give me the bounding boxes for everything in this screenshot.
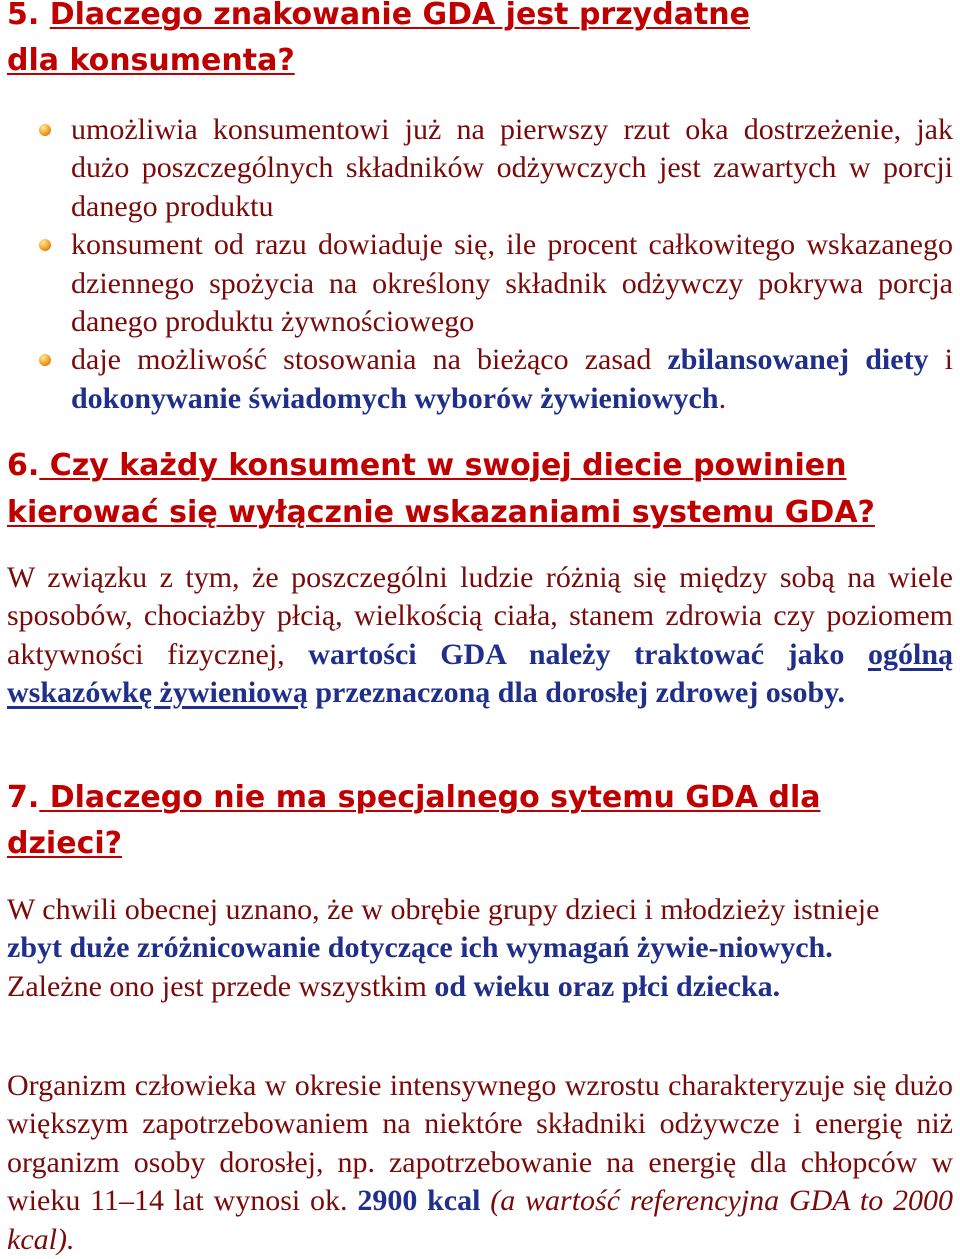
section-7-paragraph-1 bbox=[7, 891, 887, 1006]
section-5-bullet-list bbox=[0, 111, 960, 418]
bullet-icon bbox=[39, 239, 51, 251]
section-7-paragraph-2 bbox=[7, 1067, 953, 1259]
section-7-title-line1: Dlaczego nie ma specjalnego sytemu GDA dla bbox=[39, 780, 821, 815]
bullet-icon bbox=[39, 124, 51, 136]
section-7-title-line2: dzieci? bbox=[7, 826, 123, 861]
section-6-para-bold-1: wartości GDA należy traktować jako bbox=[308, 637, 868, 671]
bullet-2-text: konsument od razu dowiaduje się, ile procent całkowitego wskazanego dziennego spożycia na określony składnik odżywczy pokrywa porcja danego produktu żywnościowego bbox=[71, 228, 953, 339]
section-6-heading-line2 bbox=[7, 490, 875, 536]
bullet-3-text-before: daje możliwość stosowania na bieżąco zasad bbox=[71, 343, 668, 377]
list-item bbox=[0, 111, 960, 226]
section-7-heading bbox=[7, 775, 821, 821]
section-7-heading-line2 bbox=[7, 821, 122, 867]
list-item bbox=[0, 226, 960, 341]
section-6-para-text: W związku z tym, że poszczególni ludzie różnią się między sobą na wiele sposobów, chociażby płcią, wielkością ciała, stanem zdrowia czy poziomem aktywności fizycznej, bbox=[7, 561, 953, 671]
section-5-heading bbox=[7, 0, 750, 38]
section-6-para-bold-underlined: ogólną wskazówkę żywieniową bbox=[7, 637, 954, 710]
section-7-number: 7. bbox=[7, 780, 40, 815]
section-6-paragraph bbox=[7, 559, 953, 713]
section-6-para-bold-2: przeznaczoną dla dorosłej zdrowej osoby. bbox=[307, 676, 846, 710]
bullet-3-bold-1: zbilansowanej diety bbox=[667, 343, 929, 377]
section-6-number: 6. bbox=[7, 448, 40, 483]
bullet-1-text: umożliwia konsumentowi już na pierwszy rzut oka dostrzeżenie, jak dużo poszczególnych składników odżywczych jest zawartych w porcji danego produktu bbox=[71, 113, 953, 223]
bullet-3-text-mid: i bbox=[928, 343, 954, 377]
section-7-para2-italic: (a wartość referencyjna GDA to 2000 kcal). bbox=[7, 1184, 953, 1256]
section-5-heading-line2 bbox=[7, 38, 295, 84]
section-7-para1-bold-1: zbyt duże zróżnicowanie dotyczące ich wymagań żywie-niowych. bbox=[7, 931, 833, 965]
section-6-title-line2: kierować się wyłącznie wskazaniami systemu GDA? bbox=[7, 495, 875, 530]
section-7-para1-text-1: W chwili obecnej uznano, że w obrębie grupy dzieci i młodzieży istnieje bbox=[7, 893, 880, 926]
list-item bbox=[0, 341, 960, 418]
section-7-para2-text: Organizm człowieka w okresie intensywnego wzrostu charakteryzuje się dużo większym zapotrzebowaniem na niektóre składniki odżywcze i energię niż organizm osoby dorosłej, np. zapotrzebowanie na energię dla chłopców w wieku 11–14 lat wynosi ok. bbox=[7, 1069, 953, 1218]
section-5-title-line1: Dlaczego znakowanie GDA jest przydatne bbox=[49, 0, 751, 32]
section-7-para1-bold-2: od wieku oraz płci dziecka. bbox=[434, 969, 781, 1003]
bullet-icon bbox=[39, 354, 51, 366]
bullet-3-bold-2: dokonywanie świadomych wyborów żywieniowych bbox=[71, 381, 719, 415]
section-7-para1-text-2: Zależne ono jest przede wszystkim bbox=[7, 969, 435, 1003]
section-6-title-line1: Czy każdy konsument w swojej diecie powinien bbox=[39, 448, 847, 483]
section-7-para2-bold: 2900 kcal bbox=[357, 1184, 481, 1218]
bullet-3-text-end: . bbox=[718, 381, 727, 415]
section-5-title-line2: dla konsumenta? bbox=[7, 43, 295, 78]
section-6-heading bbox=[7, 443, 847, 489]
section-5-number: 5. bbox=[7, 0, 40, 32]
